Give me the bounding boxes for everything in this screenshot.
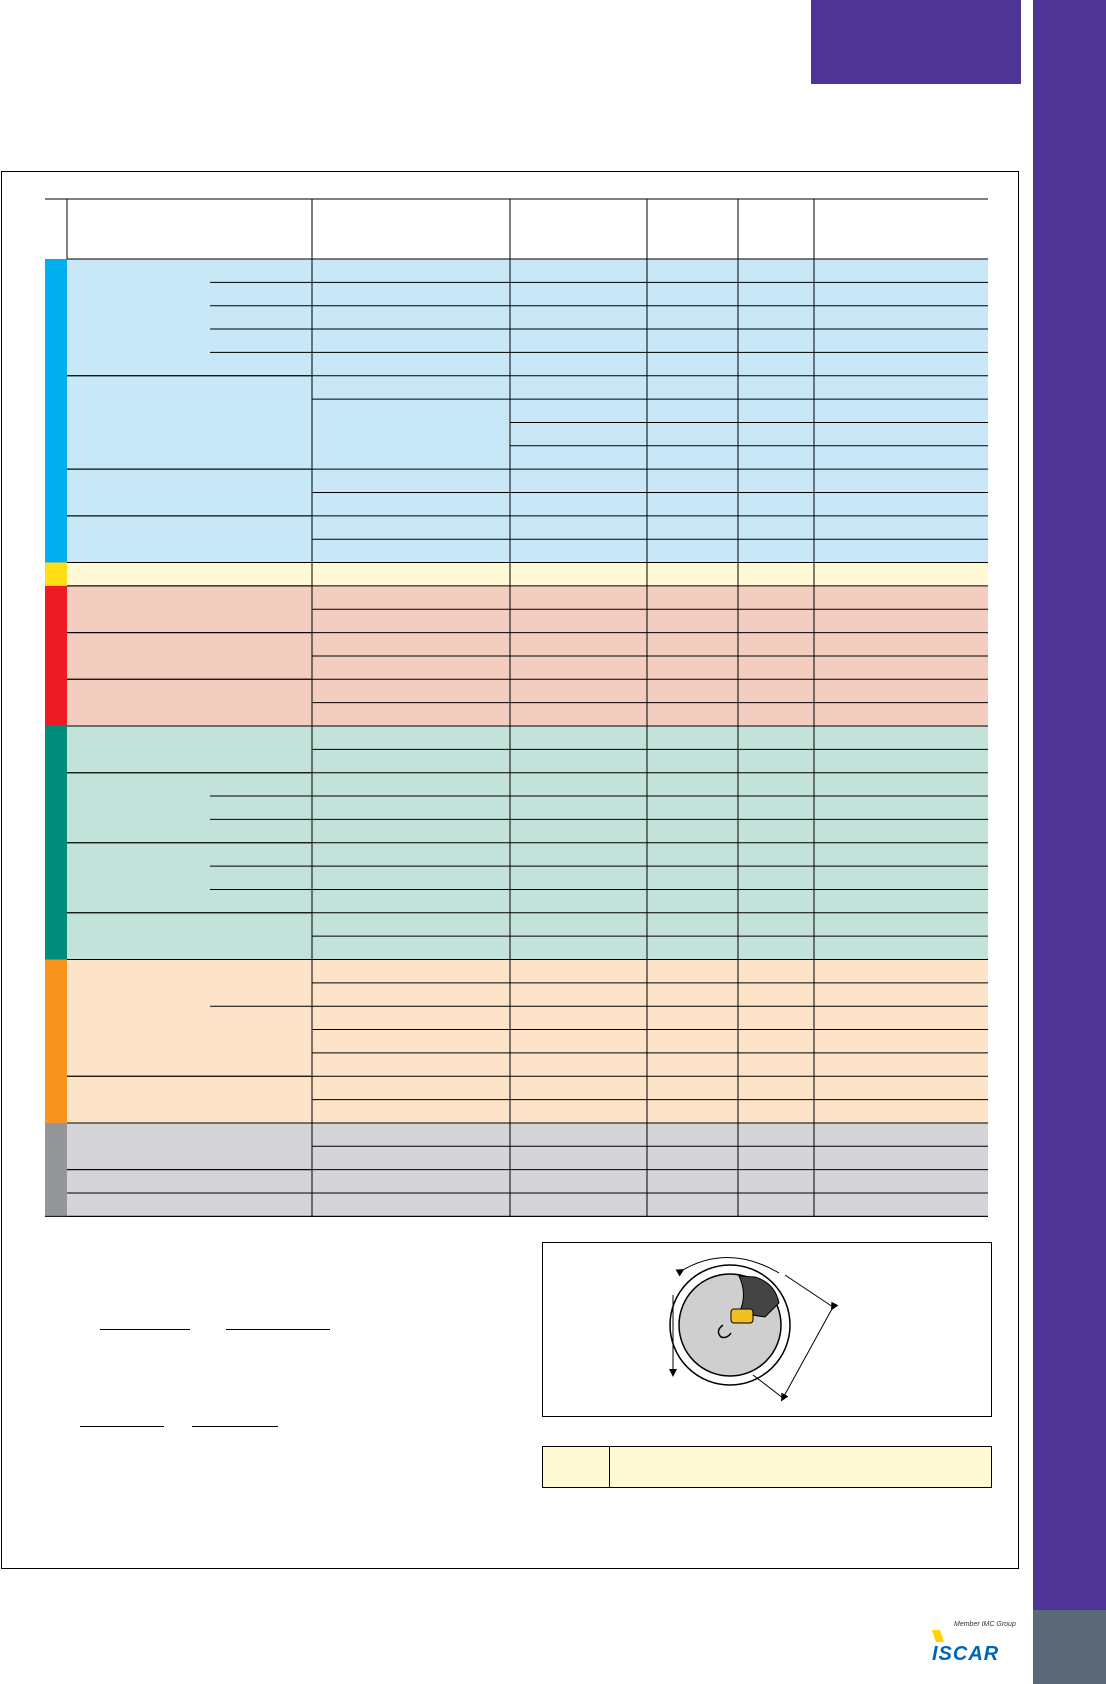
- formula-2-numerator-line: [80, 1426, 164, 1427]
- diameter-extension-bottom: [753, 1375, 783, 1398]
- iscar-logo: [930, 1618, 1026, 1664]
- note-key-cell: [543, 1447, 610, 1487]
- group-bar-yellow: [45, 563, 67, 586]
- group-bar-gray: [45, 1123, 67, 1216]
- group-bar-teal: [45, 726, 67, 960]
- insert-icon: [731, 1309, 753, 1323]
- logo-wordmark: ISCAR: [932, 1643, 1000, 1664]
- logo-tagline: Member IMC Group: [954, 1621, 1016, 1628]
- group-bar-orange: [45, 960, 67, 1123]
- diameter-extension-top: [785, 1275, 833, 1307]
- group-bar-blue: [45, 259, 67, 563]
- logo-flag-icon: [932, 1630, 944, 1642]
- cutting-diagram-box: [542, 1242, 992, 1417]
- formula-1-numerator-line: [100, 1329, 190, 1330]
- group-fill-yellow: [67, 563, 988, 586]
- formula-2-denominator-line: [192, 1426, 278, 1427]
- group-fill-blue: [67, 259, 988, 563]
- formula-1-denominator-line: [226, 1329, 330, 1330]
- group-bar-red: [45, 586, 67, 726]
- turning-diagram: [543, 1243, 991, 1416]
- group-fill-orange: [67, 960, 988, 1123]
- note-box: [542, 1446, 992, 1488]
